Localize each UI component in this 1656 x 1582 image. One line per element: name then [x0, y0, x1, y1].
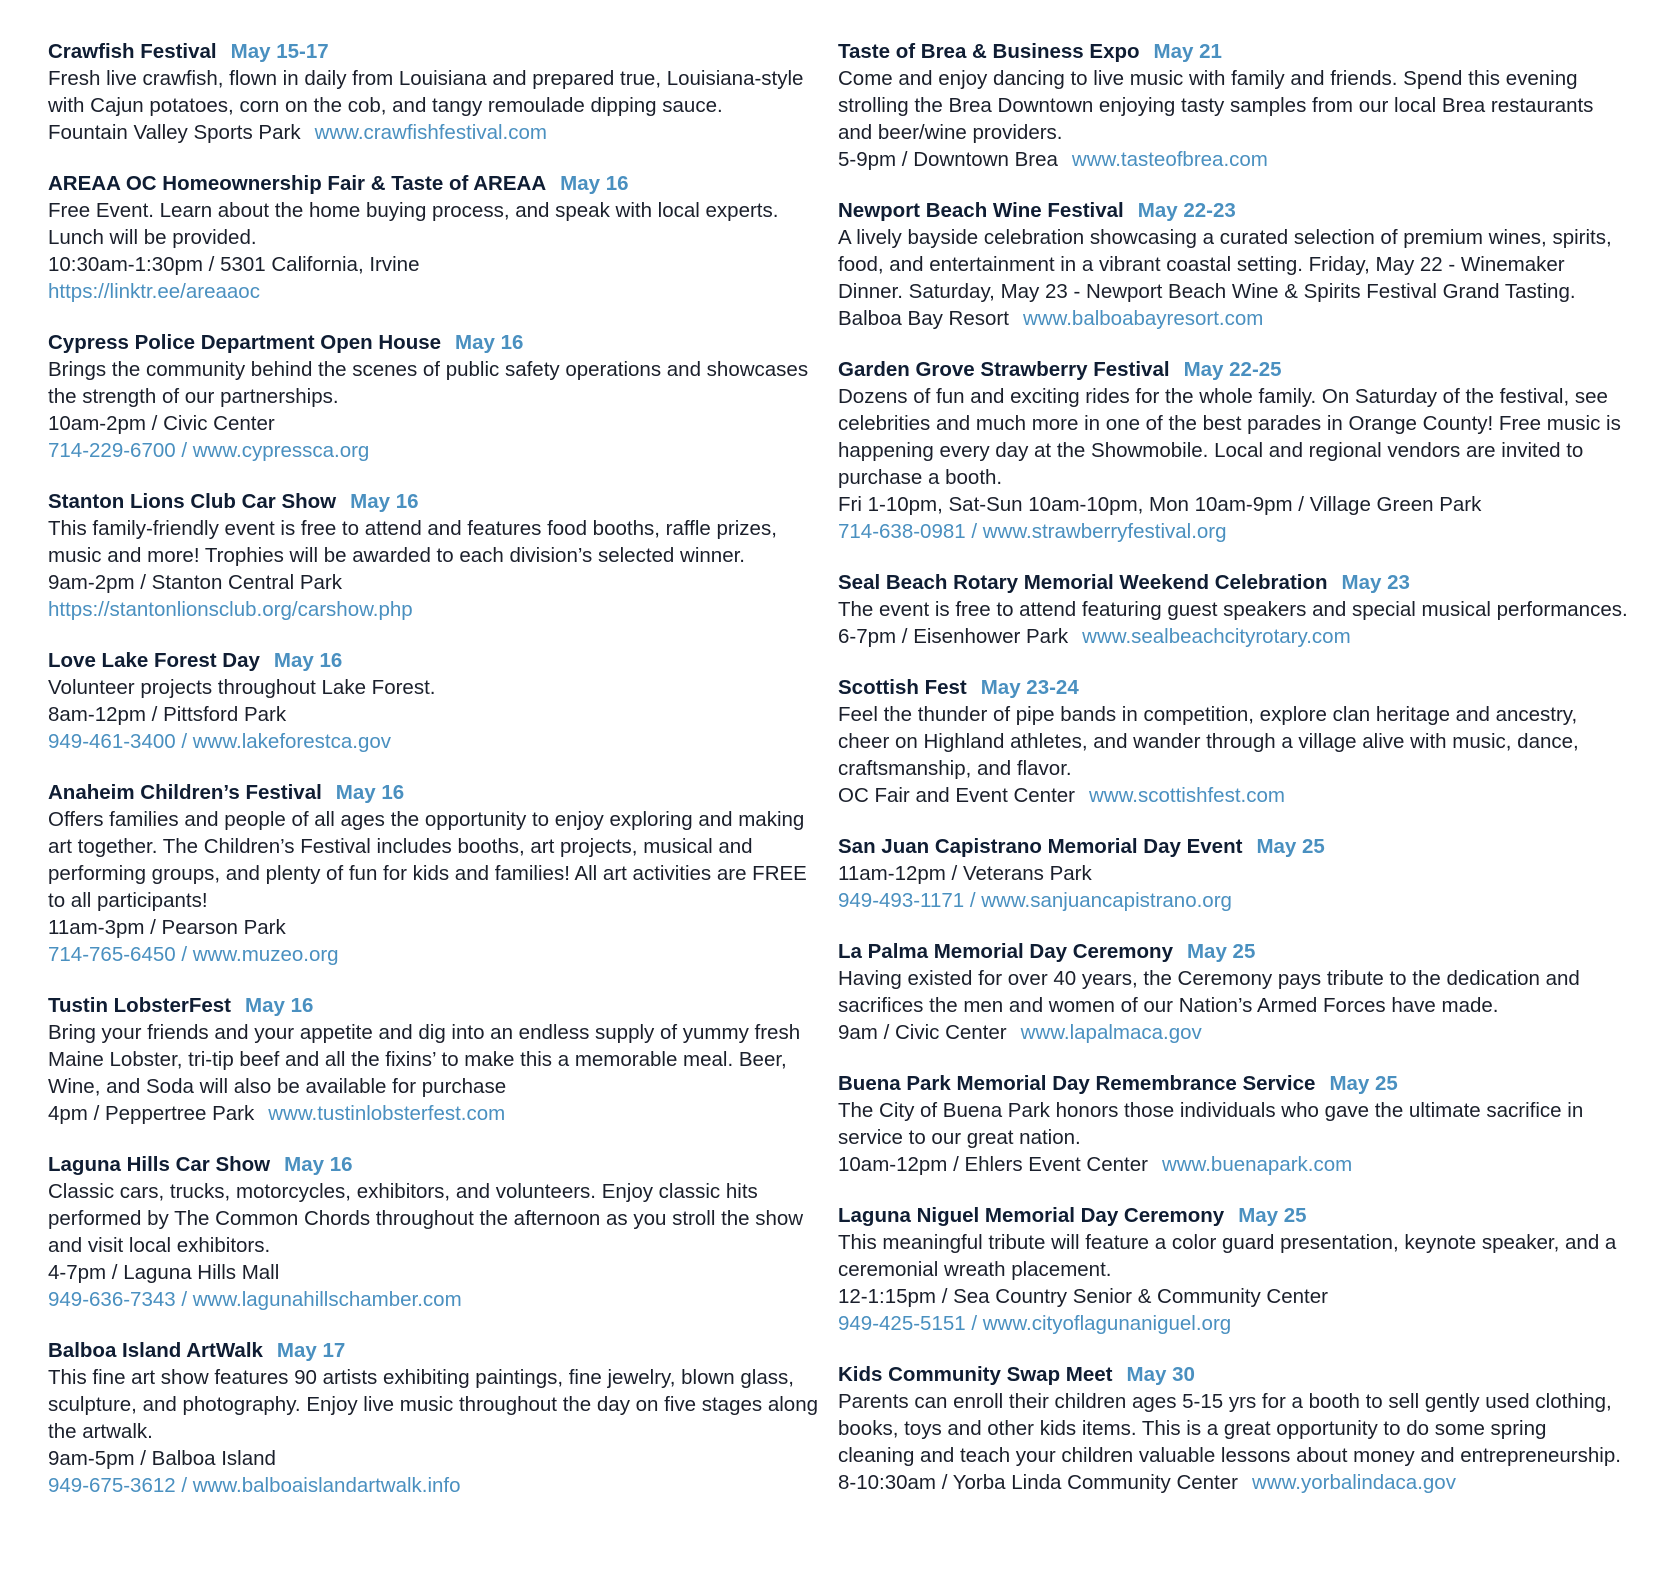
- event-item: [48, 779, 818, 968]
- event-website-link[interactable]: www.balboabayresort.com: [1022, 307, 1264, 330]
- event-contact-link[interactable]: 714-765-6450 / www.muzeo.org: [48, 943, 339, 966]
- event-contact-link[interactable]: 949-493-1171 / www.sanjuancapistrano.org: [838, 889, 1232, 912]
- event-website-link[interactable]: www.crawfishfestival.com: [314, 121, 547, 144]
- event-description: Volunteer projects throughout Lake Forest.: [48, 676, 436, 699]
- event-date: May 16: [350, 490, 419, 513]
- event-website-link[interactable]: www.scottishfest.com: [1089, 784, 1285, 807]
- event-date: May 16: [455, 331, 524, 354]
- event-location: 9am-2pm / Stanton Central Park: [48, 571, 342, 594]
- event-title: Balboa Island ArtWalk: [48, 1339, 263, 1362]
- event-title: Taste of Brea & Business Expo: [838, 40, 1140, 63]
- event-item: [48, 1151, 818, 1313]
- event-title: Love Lake Forest Day: [48, 649, 260, 672]
- event-contact-link[interactable]: https://linktr.ee/areaaoc: [48, 280, 260, 303]
- event-item: [48, 1337, 818, 1499]
- event-item: [48, 488, 818, 623]
- event-description: A lively bayside celebration showcasing a curated selection of premium wines, spirits, food, and entertainment in a vibrant coastal setting. Friday, May 22 - Winemaker Dinner. Saturday, May 23 - Newport Beach Wine & Spirits Festival Grand Tasting.: [838, 226, 1612, 303]
- event-item: [838, 356, 1628, 545]
- event-title: Seal Beach Rotary Memorial Weekend Celebration: [838, 571, 1328, 594]
- event-website-link[interactable]: www.yorbalindaca.gov: [1251, 1471, 1456, 1494]
- event-date: May 23: [1341, 571, 1410, 594]
- event-description: Parents can enroll their children ages 5-15 yrs for a booth to sell gently used clothing, books, toys and other kids items. This is a great opportunity to do some spring cleaning and teach your children valuable lessons about money and entrepreneurship.: [838, 1390, 1621, 1467]
- event-date: May 25: [1329, 1072, 1398, 1095]
- event-title: San Juan Capistrano Memorial Day Event: [838, 835, 1243, 858]
- event-location: 9am / Civic Center: [838, 1021, 1007, 1044]
- event-date: May 30: [1126, 1363, 1195, 1386]
- event-location: 12-1:15pm / Sea Country Senior & Community Center: [838, 1285, 1328, 1308]
- event-location: OC Fair and Event Center: [838, 784, 1075, 807]
- event-date: May 17: [276, 1339, 346, 1362]
- event-contact-link[interactable]: 949-461-3400 / www.lakeforestca.gov: [48, 730, 392, 753]
- event-title: Stanton Lions Club Car Show: [48, 490, 337, 513]
- event-location: Balboa Bay Resort: [838, 307, 1009, 330]
- event-date: May 25: [1256, 835, 1325, 858]
- event-item: [838, 833, 1628, 914]
- event-item: [838, 569, 1628, 650]
- event-title: Laguna Niguel Memorial Day Ceremony: [838, 1204, 1225, 1227]
- event-title: Laguna Hills Car Show: [48, 1153, 271, 1176]
- event-website-link[interactable]: www.lapalmaca.gov: [1020, 1021, 1202, 1044]
- event-date: May 25: [1238, 1204, 1307, 1227]
- event-description: Classic cars, trucks, motorcycles, exhibitors, and volunteers. Enjoy classic hits performed by The Common Chords throughout the afternoon as you stroll the show and visit local exhibitors.: [48, 1180, 804, 1257]
- event-contact-link[interactable]: 949-636-7343 / www.lagunahillschamber.com: [48, 1288, 462, 1311]
- event-description: Dozens of fun and exciting rides for the whole family. On Saturday of the festival, see celebrities and much more in one of the best parades in Orange County! Free music is happening every day at the Showmobile. Local and regional vendors are invited to purchase a booth.: [838, 385, 1621, 489]
- event-title: Tustin LobsterFest: [48, 994, 231, 1017]
- event-item: [838, 674, 1628, 809]
- event-location: Fountain Valley Sports Park: [48, 121, 301, 144]
- event-title: Buena Park Memorial Day Remembrance Service: [838, 1072, 1316, 1095]
- event-website-link[interactable]: www.tasteofbrea.com: [1071, 148, 1268, 171]
- event-location: 4-7pm / Laguna Hills Mall: [48, 1261, 280, 1284]
- event-location: 10:30am-1:30pm / 5301 California, Irvine: [48, 253, 420, 276]
- event-date: May 16: [273, 649, 343, 672]
- event-date: May 16: [284, 1153, 353, 1176]
- event-date: May 22-25: [1183, 358, 1282, 381]
- event-description: Feel the thunder of pipe bands in competition, explore clan heritage and ancestry, cheer on Highland athletes, and wander through a village alive with music, dance, craftsmanship, and flavor.: [838, 703, 1579, 780]
- event-date: May 16: [560, 172, 629, 195]
- event-location: 9am-5pm / Balboa Island: [48, 1447, 276, 1470]
- event-item: [838, 38, 1628, 173]
- events-column-right: [838, 38, 1628, 1520]
- event-date: May 16: [335, 781, 405, 804]
- event-item: [48, 38, 818, 146]
- event-item: [48, 329, 818, 464]
- event-date: May 23-24: [980, 676, 1079, 699]
- event-website-link[interactable]: www.tustinlobsterfest.com: [268, 1102, 506, 1125]
- event-item: [838, 938, 1628, 1046]
- event-location: 8-10:30am / Yorba Linda Community Center: [838, 1471, 1238, 1494]
- event-date: May 25: [1186, 940, 1256, 963]
- event-title: Anaheim Children’s Festival: [48, 781, 322, 804]
- event-title: Crawfish Festival: [48, 40, 217, 63]
- event-title: La Palma Memorial Day Ceremony: [838, 940, 1173, 963]
- event-description: This meaningful tribute will feature a color guard presentation, keynote speaker, and a ceremonial wreath placement.: [838, 1231, 1617, 1281]
- event-location: 11am-3pm / Pearson Park: [48, 916, 286, 939]
- event-contact-link[interactable]: 949-425-5151 / www.cityoflagunaniguel.org: [838, 1312, 1232, 1335]
- event-description: This family-friendly event is free to attend and features food booths, raffle prizes, music and more! Trophies will be awarded to each division’s selected winner.: [48, 517, 777, 567]
- event-website-link[interactable]: www.buenapark.com: [1161, 1153, 1353, 1176]
- event-description: Bring your friends and your appetite and dig into an endless supply of yummy fresh Maine Lobster, tri-tip beef and all the fixins’ to make this a memorable meal. Beer, Wine, and Soda will also be available for purchase: [48, 1021, 801, 1098]
- event-date: May 21: [1153, 40, 1222, 63]
- event-location: 11am-12pm / Veterans Park: [838, 862, 1092, 885]
- event-location: Fri 1-10pm, Sat-Sun 10am-10pm, Mon 10am-9pm / Village Green Park: [838, 493, 1482, 516]
- event-description: The event is free to attend featuring guest speakers and special musical performances.: [838, 598, 1628, 621]
- event-description: Come and enjoy dancing to live music with family and friends. Spend this evening strolling the Brea Downtown enjoying tasty samples from our local Brea restaurants and beer/wine providers.: [838, 67, 1594, 144]
- event-location: 6-7pm / Eisenhower Park: [838, 625, 1069, 648]
- event-title: Garden Grove Strawberry Festival: [838, 358, 1170, 381]
- event-contact-link[interactable]: 714-638-0981 / www.strawberryfestival.org: [838, 520, 1227, 543]
- event-location: 10am-2pm / Civic Center: [48, 412, 275, 435]
- event-date: May 15-17: [230, 40, 329, 63]
- event-item: [838, 1202, 1628, 1337]
- event-description: Free Event. Learn about the home buying process, and speak with local experts. Lunch will be provided.: [48, 199, 779, 249]
- event-location: 10am-12pm / Ehlers Event Center: [838, 1153, 1148, 1176]
- event-location: 8am-12pm / Pittsford Park: [48, 703, 287, 726]
- event-item: [48, 647, 818, 755]
- event-item: [838, 197, 1628, 332]
- event-location: 4pm / Peppertree Park: [48, 1102, 255, 1125]
- event-location: 5-9pm / Downtown Brea: [838, 148, 1058, 171]
- event-title: Kids Community Swap Meet: [838, 1363, 1113, 1386]
- event-contact-link[interactable]: https://stantonlionsclub.org/carshow.php: [48, 598, 413, 621]
- event-item: [48, 992, 818, 1127]
- event-description: Brings the community behind the scenes of public safety operations and showcases the strength of our partnerships.: [48, 358, 809, 408]
- event-date: May 22-23: [1137, 199, 1236, 222]
- event-description: Fresh live crawfish, flown in daily from Louisiana and prepared true, Louisiana-style with Cajun potatoes, corn on the cob, and tangy remoulade dipping sauce.: [48, 67, 804, 117]
- event-description: The City of Buena Park honors those individuals who gave the ultimate sacrifice in service to our great nation.: [838, 1099, 1584, 1149]
- event-description: Having existed for over 40 years, the Ceremony pays tribute to the dedication and sacrifices the men and women of our Nation’s Armed Forces have made.: [838, 967, 1580, 1017]
- event-item: [838, 1361, 1628, 1496]
- event-date: May 16: [245, 994, 314, 1017]
- event-item: [48, 170, 818, 305]
- event-title: Newport Beach Wine Festival: [838, 199, 1124, 222]
- event-description: Offers families and people of all ages the opportunity to enjoy exploring and making art together. The Children’s Festival includes booths, art projects, musical and performing groups, and plenty of fun for kids and families! All art activities are FREE to all participants!: [48, 808, 807, 912]
- event-title: AREAA OC Homeownership Fair & Taste of AREAA: [48, 172, 547, 195]
- event-description: This fine art show features 90 artists exhibiting paintings, fine jewelry, blown glass, sculpture, and photography. Enjoy live music throughout the day on five stages along the artwalk.: [48, 1366, 818, 1443]
- event-contact-link[interactable]: 949-675-3612 / www.balboaislandartwalk.info: [48, 1474, 461, 1497]
- event-website-link[interactable]: www.sealbeachcityrotary.com: [1082, 625, 1351, 648]
- event-contact-link[interactable]: 714-229-6700 / www.cypressca.org: [48, 439, 370, 462]
- event-title: Cypress Police Department Open House: [48, 331, 442, 354]
- event-item: [838, 1070, 1628, 1178]
- events-column-left: [48, 38, 818, 1523]
- event-title: Scottish Fest: [838, 676, 967, 699]
